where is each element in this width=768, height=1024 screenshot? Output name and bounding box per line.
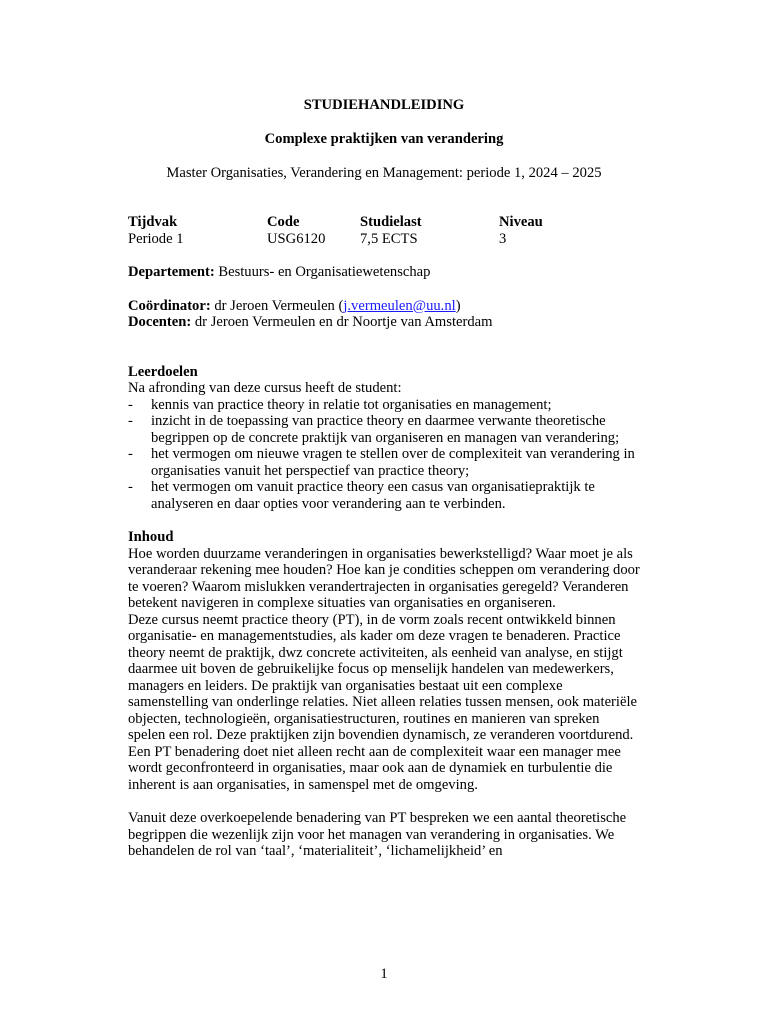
list-item: [128, 413, 640, 446]
course-info-value: 7,5 ECTS: [360, 230, 418, 247]
course-info-header: Niveau: [499, 214, 543, 230]
course-info-header: Code: [267, 214, 300, 230]
teachers-value: dr Jeroen Vermeulen en dr Noortje van Amsterdam: [191, 314, 493, 330]
content-heading: Inhoud: [128, 529, 174, 545]
learning-goals-list: [128, 397, 640, 513]
coordinator-close: ): [455, 297, 461, 314]
course-info-value: Periode 1: [128, 230, 184, 247]
bullet-dash: -: [128, 396, 133, 413]
course-title: Complexe praktijken van verandering: [264, 131, 504, 147]
list-item-text: het vermogen om nieuwe vragen te stellen over de complexiteit van verandering in organisaties vanuit het perspectief van practice theory;: [151, 446, 635, 479]
content-paragraph: Vanuit deze overkoepelende benadering van PT bespreken we een aantal theoretische begrippen die wezenlijk zijn voor het managen van verandering in organisaties. We behandelen de rol van ‘taal’, ‘materialiteit’, ‘lichamelijkheid’ en: [128, 810, 627, 859]
bullet-dash: -: [128, 413, 133, 429]
course-info-header: Studielast: [360, 214, 422, 230]
list-item: [128, 446, 640, 479]
coordinator-label: Coördinator:: [128, 297, 211, 314]
learning-goals-intro: Na afronding van deze cursus heeft de student:: [128, 380, 402, 396]
document-title: STUDIEHANDLEIDING: [303, 97, 465, 113]
coordinator-name: dr Jeroen Vermeulen (: [210, 297, 344, 314]
list-item-text: het vermogen om vanuit practice theory een casus van organisatiepraktijk te analyseren en daar opties voor verandering aan te verbinden.: [151, 479, 595, 512]
document-page: [128, 96, 640, 860]
department-line: [128, 264, 640, 281]
list-item: [128, 397, 640, 414]
course-info-header: Tijdvak: [128, 214, 178, 230]
department-label: Departement:: [128, 264, 215, 280]
teachers-label: Docenten:: [128, 314, 192, 330]
teachers-line: [128, 314, 640, 331]
learning-goals-heading: Leerdoelen: [128, 363, 198, 380]
list-item-text: kennis van practice theory in relatie tot organisaties en management;: [151, 396, 552, 413]
coordinator-line: [128, 298, 640, 315]
course-info-value: USG6120: [267, 230, 326, 247]
bullet-dash: -: [128, 446, 133, 462]
list-item: [128, 479, 640, 512]
page-number: 1: [380, 966, 388, 982]
course-info-table: [128, 214, 640, 247]
content-paragraph: Hoe worden duurzame veranderingen in organisaties bewerkstelligd? Waar moet je als veranderaar rekening mee houden? Hoe kan je condities scheppen om verandering door te voeren? Waarom mislukken verandertrajecten in organisaties geregeld? Veranderen betekent navigeren in complexe situaties van organisaties en organiseren.: [128, 545, 640, 611]
program-line: Master Organisaties, Verandering en Management: periode 1, 2024 – 2025: [166, 165, 602, 181]
content-paragraph: Deze cursus neemt practice theory (PT), in de vorm zoals recent ontwikkeld binnen organisatie- en managementstudies, als kader om deze vragen te benaderen. Practice theory neemt de praktijk, dwz concrete activiteiten, als eenheid van analyse, en stijgt daarmee uit boven de gebruikelijke focus op menselijk handelen van medewerkers, managers en leiders. De praktijk van organisaties bestaat uit een complexe samenstelling van onderlinge relaties. Niet alleen relaties tussen mensen, ook materiële objecten, technologieën, organisatiestructuren, routines en manieren van spreken spelen een rol. Deze praktijken zijn bovendien dynamisch, ze veranderen voortdurend. Een PT benadering doet niet alleen recht aan de complexiteit waar een manager mee wordt geconfronteerd in organisaties, maar ook aan de dynamiek en turbulentie die inherent is aan organisaties, in samenspel met de omgeving.: [128, 611, 637, 793]
department-value: Bestuurs- en Organisatiewetenschap: [214, 264, 431, 280]
list-item-text: inzicht in de toepassing van practice theory en daarmee verwante theoretische begrippen op de concrete praktijk van organiseren en managen van verandering;: [151, 413, 620, 446]
coordinator-email-link[interactable]: j.vermeulen@uu.nl: [343, 297, 456, 314]
bullet-dash: -: [128, 479, 133, 495]
course-info-value: 3: [499, 230, 507, 247]
